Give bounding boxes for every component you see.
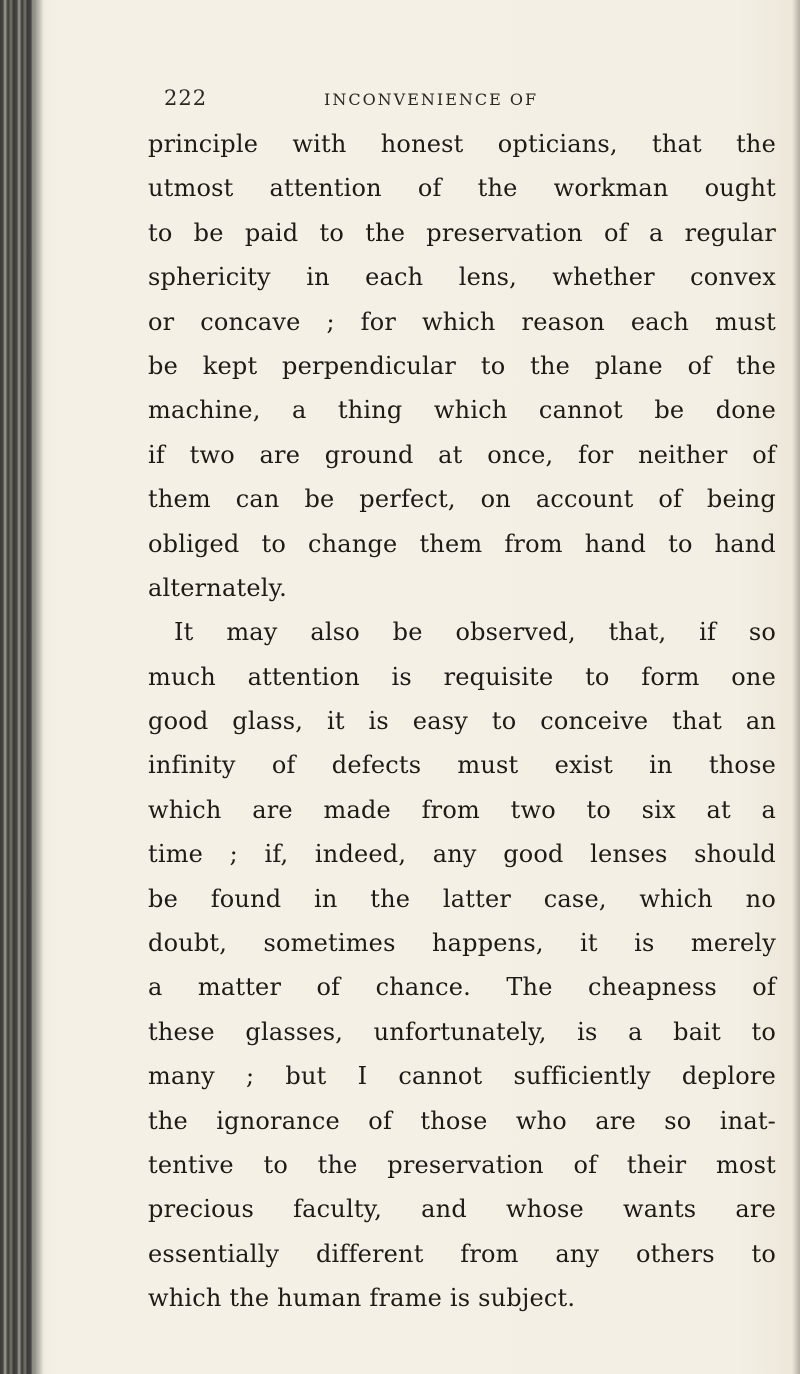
text-line: or concave ; for which reason each must — [148, 307, 776, 336]
book-binding — [0, 0, 34, 1374]
text-line: them can be perfect, on account of being — [148, 485, 776, 514]
body-text — [148, 122, 776, 1321]
text-line: these glasses, unfortunately, is a bait to — [148, 1017, 776, 1046]
binding-shadow — [34, 0, 44, 1374]
page-number: 222 — [164, 86, 208, 110]
text-line: which the human frame is subject. — [148, 1284, 576, 1313]
text-line: good glass, it is easy to conceive that an — [148, 707, 776, 736]
text-line: be found in the latter case, which no — [148, 884, 776, 913]
text-line: utmost attention of the workman ought — [148, 174, 776, 203]
text-line: many ; but I cannot sufficiently deplore — [148, 1062, 776, 1091]
text-line: the ignorance of those who are so inat- — [148, 1106, 776, 1135]
text-line: a matter of chance. The cheapness of — [148, 973, 776, 1002]
text-line: precious faculty, and whose wants are — [148, 1195, 776, 1224]
text-line: machine, a thing which cannot be done — [148, 396, 776, 425]
page-header — [164, 86, 684, 112]
text-line: obliged to change them from hand to hand — [148, 529, 776, 558]
text-line: essentially different from any others to — [148, 1239, 776, 1268]
text-line: tentive to the preservation of their most — [148, 1150, 776, 1179]
text-line: infinity of defects must exist in those — [148, 751, 776, 780]
text-line: much attention is requisite to form one — [148, 662, 776, 691]
text-line: doubt, sometimes happens, it is merely — [148, 929, 776, 958]
text-line: alternately. — [148, 573, 287, 602]
text-line: if two are ground at once, for neither of — [148, 440, 776, 469]
text-line: sphericity in each lens, whether convex — [148, 263, 776, 292]
text-line: be kept perpendicular to the plane of the — [148, 351, 776, 380]
text-line: It may also be observed, that, if so — [174, 618, 776, 647]
text-line: which are made from two to six at a — [148, 795, 776, 824]
text-line: principle with honest opticians, that the — [148, 130, 776, 158]
text-line: time ; if, indeed, any good lenses should — [148, 840, 776, 869]
running-head: INCONVENIENCE OF — [324, 90, 539, 109]
page-edge-shadow — [792, 0, 800, 1374]
text-line: to be paid to the preservation of a regular — [148, 218, 776, 247]
